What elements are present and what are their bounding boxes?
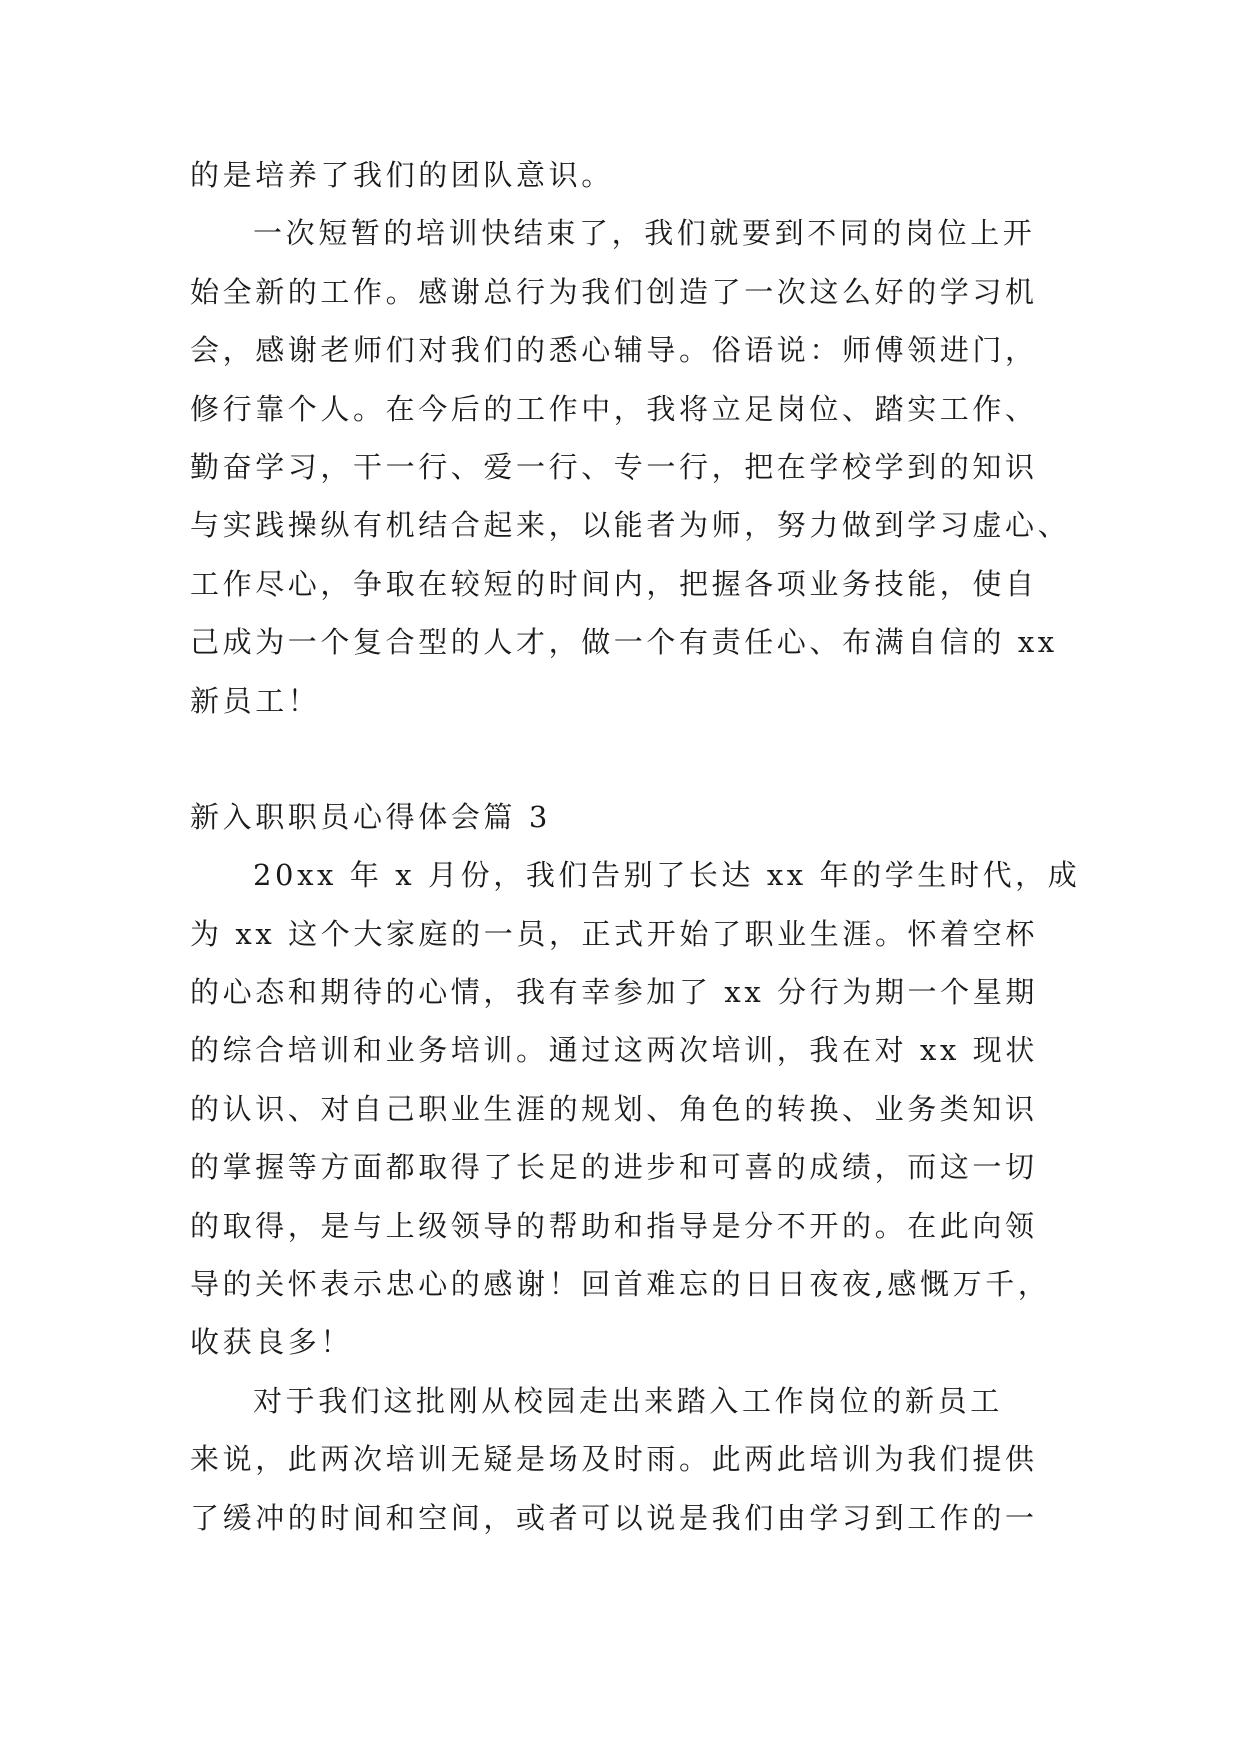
- text-line: 的取得，是与上级领导的帮助和指导是分不开的。在此向领: [190, 1208, 1038, 1243]
- text-line: 会，感谢老师们对我们的悉心辅导。俗语说：师傅领进门，: [190, 333, 1038, 368]
- section-spacer: [190, 730, 1060, 788]
- text-line: 一次短暂的培训快结束了，我们就要到不同的岗位上开: [253, 216, 1036, 251]
- text-line: 对于我们这批刚从校园走出来踏入工作岗位的新员工: [253, 1383, 1003, 1418]
- text-line: 修行靠个人。在今后的工作中，我将立足岗位、踏实工作、: [190, 391, 1038, 426]
- text-line: 工作尽心，争取在较短的时间内，把握各项业务技能，使自: [190, 566, 1038, 601]
- text-line: 收获良多！: [190, 1325, 354, 1360]
- section-heading: 新入职职员心得体会篇 3: [190, 799, 551, 834]
- paragraph-new-employees: [190, 1372, 1060, 1547]
- text-line: 的心态和期待的心情，我有幸参加了 xx 分行为期一个星期: [190, 975, 1038, 1010]
- text-line: 的是培养了我们的团队意识。: [190, 158, 614, 192]
- text-line: 新员工！: [190, 683, 321, 718]
- text-line: 的掌握等方面都取得了长足的进步和可喜的成绩，而这一切: [190, 1150, 1038, 1185]
- text-line: 勤奋学习，干一行、爱一行、专一行，把在学校学到的知识: [190, 449, 1038, 484]
- text-line: 了缓冲的时间和空间，或者可以说是我们由学习到工作的一: [190, 1500, 1038, 1535]
- text-line: 20xx 年 x 月份，我们告别了长达 xx 年的学生时代，成: [253, 858, 1081, 893]
- text-line: 为 xx 这个大家庭的一员，正式开始了职业生涯。怀着空杯: [190, 916, 1038, 951]
- document-body: [190, 146, 1081, 1547]
- paragraph-graduation: [190, 846, 1081, 1372]
- paragraph-continued: [190, 146, 1060, 204]
- text-line: 来说，此两次培训无疑是场及时雨。此两此培训为我们提供: [190, 1442, 1038, 1477]
- text-line: 导的关怀表示忠心的感谢！回首难忘的日日夜夜,感慨万千，: [190, 1267, 1051, 1302]
- text-line: 己成为一个复合型的人才，做一个有责任心、布满自信的 xx: [190, 625, 1058, 660]
- paragraph-training-ending: [190, 204, 1071, 730]
- text-line: 的综合培训和业务培训。通过这两次培训，我在对 xx 现状: [190, 1033, 1038, 1068]
- text-line: 始全新的工作。感谢总行为我们创造了一次这么好的学习机: [190, 274, 1038, 309]
- text-line: 与实践操纵有机结合起来，以能者为师，努力做到学习虚心、: [190, 508, 1071, 543]
- text-line: 的认识、对自己职业生涯的规划、角色的转换、业务类知识: [190, 1091, 1038, 1126]
